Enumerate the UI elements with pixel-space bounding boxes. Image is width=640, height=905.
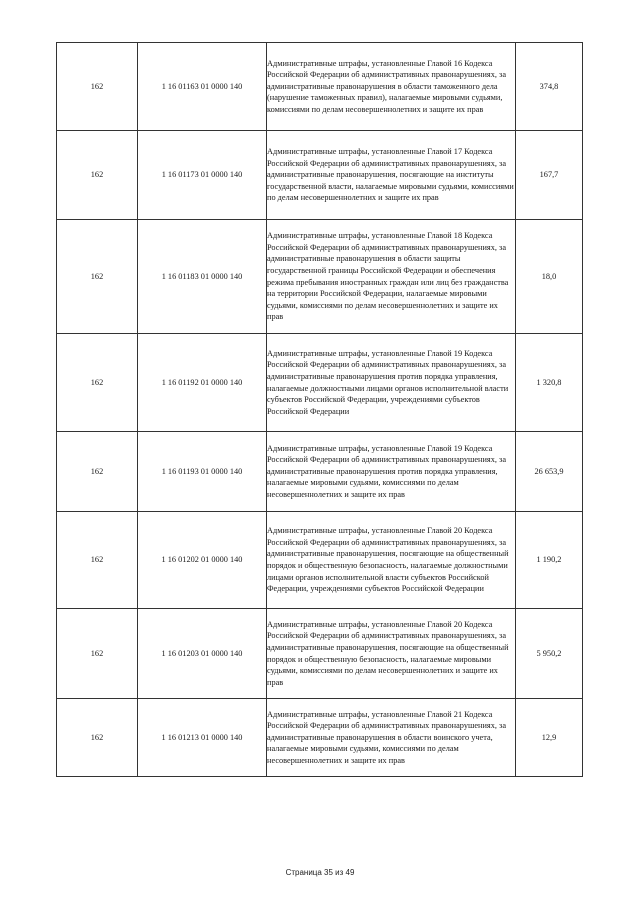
description-cell: Административные штрафы, установленные Главой 17 Кодекса Российской Федерации об административных правонарушениях, за административные правонарушения, посягающие на институты государственной власти, налагаемые мировыми судьями, комиссиями по делам несовершеннолетних и защите их прав: [267, 131, 516, 220]
amount-cell: 26 653,9: [516, 432, 583, 512]
table-row: [57, 512, 583, 609]
admin-code-cell: 162: [57, 131, 138, 220]
table-row: [57, 43, 583, 131]
description-cell: Административные штрафы, установленные Главой 20 Кодекса Российской Федерации об административных правонарушениях, за административные правонарушения, посягающие на общественный порядок и общественную безопасность, налагаемые мировыми судьями, комиссиями по делам несовершеннолетних и защите их прав: [267, 609, 516, 699]
admin-code-cell: 162: [57, 334, 138, 432]
budget-code-cell: 1 16 01173 01 0000 140: [138, 131, 267, 220]
budget-code-cell: 1 16 01183 01 0000 140: [138, 220, 267, 334]
admin-code-cell: 162: [57, 43, 138, 131]
table-row: [57, 699, 583, 777]
revenue-table: [56, 42, 583, 777]
amount-cell: 1 320,8: [516, 334, 583, 432]
page-number: Страница 35 из 49: [285, 868, 355, 877]
description-cell: Административные штрафы, установленные Главой 19 Кодекса Российской Федерации об административных правонарушениях, за административные правонарушения против порядка управления, налагаемые мировыми судьями, комиссиями по делам несовершеннолетних и защите их прав: [267, 432, 516, 512]
admin-code-cell: 162: [57, 432, 138, 512]
table-row: [57, 334, 583, 432]
amount-cell: 374,8: [516, 43, 583, 131]
amount-cell: 1 190,2: [516, 512, 583, 609]
table-row: [57, 432, 583, 512]
amount-cell: 5 950,2: [516, 609, 583, 699]
table-row: [57, 609, 583, 699]
admin-code-cell: 162: [57, 512, 138, 609]
budget-code-cell: 1 16 01202 01 0000 140: [138, 512, 267, 609]
admin-code-cell: 162: [57, 220, 138, 334]
budget-code-cell: 1 16 01193 01 0000 140: [138, 432, 267, 512]
admin-code-cell: 162: [57, 699, 138, 777]
description-cell: Административные штрафы, установленные Главой 19 Кодекса Российской Федерации об административных правонарушениях, за административные правонарушения против порядка управления, налагаемые должностными лицами органов исполнительной власти субъектов Российской Федерации, учреждениями субъектов Российской Федерации: [267, 334, 516, 432]
admin-code-cell: 162: [57, 609, 138, 699]
budget-code-cell: 1 16 01203 01 0000 140: [138, 609, 267, 699]
description-cell: Административные штрафы, установленные Главой 18 Кодекса Российской Федерации об административных правонарушениях, за административные правонарушения в области защиты государственной границы Российской Федерации и обеспечения режима пребывания иностранных граждан или лиц без гражданства на территории Российской Федерации, налагаемые мировыми судьями, комиссиями по делам несовершеннолетних и защите их прав: [267, 220, 516, 334]
description-cell: Административные штрафы, установленные Главой 21 Кодекса Российской Федерации об административных правонарушениях, за административные правонарушения в области воинского учета, налагаемые мировыми судьями, комиссиями по делам несовершеннолетних и защите их прав: [267, 699, 516, 777]
table-row: [57, 220, 583, 334]
table-row: [57, 131, 583, 220]
description-cell: Административные штрафы, установленные Главой 16 Кодекса Российской Федерации об административных правонарушениях, за административные правонарушения в области таможенного дела (нарушение таможенных правил), налагаемые мировыми судьями, комиссиями по делам несовершеннолетних и защите их прав: [267, 43, 516, 131]
description-cell: Административные штрафы, установленные Главой 20 Кодекса Российской Федерации об административных правонарушениях, за административные правонарушения, посягающие на общественный порядок и общественную безопасность, налагаемые должностными лицами органов исполнительной власти субъектов Российской Федерации, учреждениями субъектов Российской Федерации: [267, 512, 516, 609]
budget-code-cell: 1 16 01192 01 0000 140: [138, 334, 267, 432]
amount-cell: 12,9: [516, 699, 583, 777]
budget-code-cell: 1 16 01163 01 0000 140: [138, 43, 267, 131]
budget-code-cell: 1 16 01213 01 0000 140: [138, 699, 267, 777]
amount-cell: 167,7: [516, 131, 583, 220]
amount-cell: 18,0: [516, 220, 583, 334]
